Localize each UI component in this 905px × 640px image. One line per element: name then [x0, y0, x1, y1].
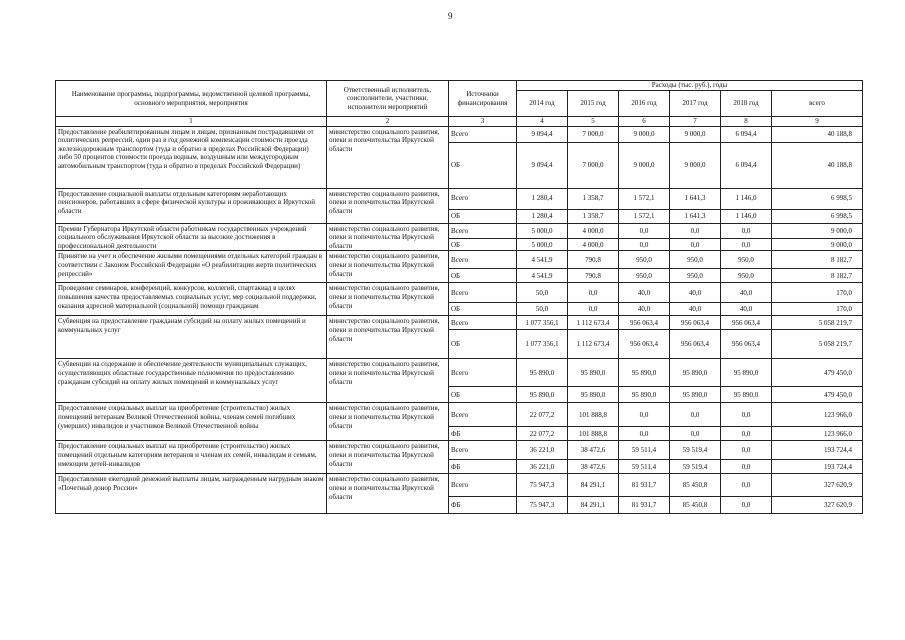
amount-cell: 9 000,0 [619, 126, 670, 142]
amount-cell: 95 890,0 [568, 359, 619, 387]
responsible-cell: министерство социального развития, опеки и попечительства Иркутской области [327, 188, 449, 223]
column-index: 8 [721, 117, 772, 127]
amount-cell: 0,0 [568, 283, 619, 303]
amount-cell: 0,0 [619, 427, 670, 441]
amount-cell: 40,0 [670, 283, 721, 303]
amount-cell: 7 000,0 [568, 142, 619, 188]
amount-cell: 0,0 [670, 239, 721, 251]
column-index: 6 [619, 117, 670, 127]
total-cell: 327 620,9 [772, 497, 863, 514]
total-cell: 479 450,0 [772, 359, 863, 387]
amount-cell: 40,0 [670, 303, 721, 316]
funding-source-cell: Всего [449, 251, 517, 269]
amount-cell: 0,0 [670, 403, 721, 427]
amount-cell: 1 358,7 [568, 188, 619, 209]
amount-cell: 0,0 [568, 303, 619, 316]
amount-cell: 84 291,1 [568, 497, 619, 514]
program-name-cell: Предоставление социальных выплат на приобретение (строительство) жилых помещений отдельным категориям ветеранов и членам их семей, инвалидам и семьям, имеющим детей-инвалидов [56, 441, 327, 474]
funding-source-cell: ФБ [449, 497, 517, 514]
amount-cell: 9 000,0 [619, 142, 670, 188]
amount-cell: 0,0 [619, 403, 670, 427]
amount-cell: 59 519,4 [670, 460, 721, 474]
table-row [56, 441, 863, 460]
amount-cell: 1 146,0 [721, 188, 772, 209]
amount-cell: 1 572,1 [619, 188, 670, 209]
total-cell: 327 620,9 [772, 474, 863, 497]
amount-cell: 36 221,0 [517, 460, 568, 474]
amount-cell: 4 541,9 [517, 251, 568, 269]
funding-source-cell: ОБ [449, 209, 517, 223]
amount-cell: 95 890,0 [517, 359, 568, 387]
amount-cell: 1 280,4 [517, 188, 568, 209]
column-index-row [56, 117, 863, 127]
amount-cell: 5 000,0 [517, 223, 568, 239]
total-cell: 123 966,0 [772, 403, 863, 427]
program-name-cell: Предоставление социальных выплат на приобретение (строительство) жилых помещений ветеранам Великой Отечественной войны, членам семей погибших (умерших) инвалидов и участников Великой Отечественной войны [56, 403, 327, 441]
table-row [56, 359, 863, 387]
funding-source-cell: ОБ [449, 142, 517, 188]
total-cell: 9 000,0 [772, 223, 863, 239]
amount-cell: 36 221,0 [517, 441, 568, 460]
header-year: 2015 год [568, 91, 619, 117]
column-index: 9 [772, 117, 863, 127]
responsible-cell: министерство социального развития, опеки и попечительства Иркутской области [327, 316, 449, 359]
amount-cell: 7 000,0 [568, 126, 619, 142]
amount-cell: 956 063,4 [721, 316, 772, 330]
amount-cell: 40,0 [721, 303, 772, 316]
responsible-cell: министерство социального развития, опеки и попечительства Иркутской области [327, 251, 449, 283]
expenditure-table [55, 80, 863, 514]
responsible-cell: министерство социального развития, опеки и попечительства Иркутской области [327, 441, 449, 474]
amount-cell: 81 931,7 [619, 497, 670, 514]
amount-cell: 0,0 [721, 223, 772, 239]
total-cell: 40 188,8 [772, 142, 863, 188]
amount-cell: 956 063,4 [670, 330, 721, 359]
program-name-cell: Субвенция на предоставление гражданам субсидий на оплату жилых помещений и коммунальных услуг [56, 316, 327, 359]
amount-cell: 6 094,4 [721, 142, 772, 188]
amount-cell: 75 947,3 [517, 497, 568, 514]
program-name-cell: Проведение семинаров, конференций, конкурсов, коллегий, спартакиад в целях повышения качества предоставляемых социальных услуг, мер социальной поддержки, оказания адресной материальной (социальной) помощи гражданам [56, 283, 327, 316]
funding-source-cell: Всего [449, 316, 517, 330]
amount-cell: 95 890,0 [721, 359, 772, 387]
funding-source-cell: Всего [449, 188, 517, 209]
total-cell: 193 724,4 [772, 441, 863, 460]
amount-cell: 0,0 [721, 427, 772, 441]
funding-source-cell: ОБ [449, 269, 517, 283]
total-cell: 5 058 219,7 [772, 330, 863, 359]
column-index: 1 [56, 117, 327, 127]
table-row [56, 316, 863, 330]
funding-source-cell: ФБ [449, 427, 517, 441]
header-program-name: Наименование программы, подпрограммы, ведомственной целевой программы, основного мероприятия, мероприятия [56, 81, 327, 117]
amount-cell: 1 077 356,1 [517, 330, 568, 359]
funding-source-cell: ОБ [449, 330, 517, 359]
total-cell: 8 182,7 [772, 251, 863, 269]
funding-source-cell: ОБ [449, 387, 517, 403]
funding-source-cell: Всего [449, 359, 517, 387]
amount-cell: 0,0 [721, 460, 772, 474]
amount-cell: 85 450,8 [670, 497, 721, 514]
amount-cell: 81 931,7 [619, 474, 670, 497]
amount-cell: 956 063,4 [619, 330, 670, 359]
amount-cell: 0,0 [721, 403, 772, 427]
funding-source-cell: ОБ [449, 239, 517, 251]
funding-source-cell: ФБ [449, 460, 517, 474]
total-cell: 6 998,5 [772, 188, 863, 209]
responsible-cell: министерство социального развития, опеки и попечительства Иркутской области [327, 126, 449, 188]
total-cell: 170,0 [772, 303, 863, 316]
responsible-cell: министерство социального развития, опеки и попечительства Иркутской области [327, 283, 449, 316]
amount-cell: 95 890,0 [568, 387, 619, 403]
header-expenses: Расходы (тыс. руб.), годы [517, 81, 863, 91]
program-name-cell: Премии Губернатора Иркутской области работникам государственных учреждений социального обслуживания Иркутской области за высокие достижения в профессиональной деятельности [56, 223, 327, 251]
amount-cell: 59 519,4 [670, 441, 721, 460]
amount-cell: 950,0 [721, 269, 772, 283]
funding-source-cell: Всего [449, 441, 517, 460]
header-year: 2014 год [517, 91, 568, 117]
total-cell: 8 182,7 [772, 269, 863, 283]
header-responsible: Ответственный исполнитель, соисполнители, участники, исполнители мероприятий [327, 81, 449, 117]
amount-cell: 950,0 [619, 251, 670, 269]
amount-cell: 950,0 [721, 251, 772, 269]
table-row [56, 474, 863, 497]
table-row [56, 283, 863, 303]
amount-cell: 9 000,0 [670, 126, 721, 142]
total-cell: 193 724,4 [772, 460, 863, 474]
page-number: 9 [448, 11, 453, 21]
column-index: 3 [449, 117, 517, 127]
total-cell: 170,0 [772, 283, 863, 303]
amount-cell: 0,0 [721, 497, 772, 514]
funding-source-cell: Всего [449, 126, 517, 142]
responsible-cell: министерство социального развития, опеки и попечительства Иркутской области [327, 474, 449, 514]
amount-cell: 1 112 673,4 [568, 330, 619, 359]
amount-cell: 40,0 [619, 283, 670, 303]
column-index: 5 [568, 117, 619, 127]
program-name-cell: Субвенции на содержание и обеспечение деятельности муниципальных служащих, осуществляющих областные государственные полномочия по предоставлению гражданам субсидий на оплату жилых помещений и коммунальных услуг [56, 359, 327, 403]
amount-cell: 4 541,9 [517, 269, 568, 283]
amount-cell: 956 063,4 [619, 316, 670, 330]
amount-cell: 956 063,4 [721, 330, 772, 359]
program-name-cell: Предоставление социальной выплаты отдельным категориям неработающих пенсионеров, работавших в сфере физической культуры и проживающих в Иркутской области [56, 188, 327, 223]
amount-cell: 95 890,0 [721, 387, 772, 403]
amount-cell: 0,0 [670, 427, 721, 441]
amount-cell: 40,0 [619, 303, 670, 316]
amount-cell: 4 000,0 [568, 223, 619, 239]
amount-cell: 59 511,4 [619, 460, 670, 474]
amount-cell: 38 472,6 [568, 441, 619, 460]
amount-cell: 95 890,0 [619, 359, 670, 387]
total-cell: 479 450,0 [772, 387, 863, 403]
column-index: 2 [327, 117, 449, 127]
table-row [56, 126, 863, 142]
total-cell: 40 188,8 [772, 126, 863, 142]
total-cell: 5 058 219,7 [772, 316, 863, 330]
table-row [56, 403, 863, 427]
amount-cell: 59 511,4 [619, 441, 670, 460]
funding-source-cell: Всего [449, 283, 517, 303]
amount-cell: 0,0 [619, 239, 670, 251]
amount-cell: 1 112 673,4 [568, 316, 619, 330]
amount-cell: 0,0 [721, 441, 772, 460]
amount-cell: 95 890,0 [670, 387, 721, 403]
amount-cell: 950,0 [670, 269, 721, 283]
amount-cell: 50,0 [517, 283, 568, 303]
amount-cell: 22 077,2 [517, 403, 568, 427]
program-name-cell: Предоставление ежегодной денежной выплаты лицам, награжденным нагрудным знаком «Почетный донор России» [56, 474, 327, 514]
funding-source-cell: Всего [449, 474, 517, 497]
amount-cell: 85 450,8 [670, 474, 721, 497]
amount-cell: 1 280,4 [517, 209, 568, 223]
amount-cell: 950,0 [670, 251, 721, 269]
amount-cell: 5 000,0 [517, 239, 568, 251]
funding-source-cell: ОБ [449, 303, 517, 316]
amount-cell: 790,8 [568, 251, 619, 269]
amount-cell: 95 890,0 [619, 387, 670, 403]
table-row [56, 251, 863, 269]
amount-cell: 9 094,4 [517, 126, 568, 142]
amount-cell: 22 077,2 [517, 427, 568, 441]
amount-cell: 75 947,3 [517, 474, 568, 497]
amount-cell: 50,0 [517, 303, 568, 316]
table-body [56, 126, 863, 514]
column-index: 4 [517, 117, 568, 127]
table-row [56, 223, 863, 239]
responsible-cell: министерство социального развития, опеки и попечительства Иркутской области [327, 403, 449, 441]
responsible-cell: министерство социального развития, опеки и попечительства Иркутской области [327, 223, 449, 251]
amount-cell: 84 291,1 [568, 474, 619, 497]
table-row [56, 188, 863, 209]
amount-cell: 0,0 [619, 223, 670, 239]
amount-cell: 1 146,0 [721, 209, 772, 223]
funding-source-cell: Всего [449, 223, 517, 239]
amount-cell: 1 077 356,1 [517, 316, 568, 330]
amount-cell: 6 094,4 [721, 126, 772, 142]
amount-cell: 101 888,8 [568, 427, 619, 441]
amount-cell: 956 063,4 [670, 316, 721, 330]
amount-cell: 1 572,1 [619, 209, 670, 223]
amount-cell: 790,8 [568, 269, 619, 283]
amount-cell: 38 472,6 [568, 460, 619, 474]
amount-cell: 101 888,8 [568, 403, 619, 427]
header-year: 2017 год [670, 91, 721, 117]
funding-source-cell: Всего [449, 403, 517, 427]
header-total: всего [772, 91, 863, 117]
amount-cell: 95 890,0 [670, 359, 721, 387]
amount-cell: 9 000,0 [670, 142, 721, 188]
amount-cell: 1 641,3 [670, 188, 721, 209]
amount-cell: 40,0 [721, 283, 772, 303]
amount-cell: 0,0 [721, 239, 772, 251]
total-cell: 123 966,0 [772, 427, 863, 441]
amount-cell: 95 890,0 [517, 387, 568, 403]
amount-cell: 950,0 [619, 269, 670, 283]
program-name-cell: Принятие на учет и обеспечение жилыми помещениями отдельных категорий граждан в соответствии с Законом Российской Федерации «О реабилитации жертв политических репрессий» [56, 251, 327, 283]
responsible-cell: министерство социального развития, опеки и попечительства Иркутской области [327, 359, 449, 403]
program-name-cell: Предоставление реабилитированным лицам и лицам, признанным пострадавшими от политических репрессий, один раз в год денежной компенсации стоимости проезда железнодорожным транспортом (туда и обратно в пределах Российской Федерации) либо 50 процентов стоимости проезда водным, воздушным или междугородным автомобильным транспортом (туда и обратно в пределах Российской Федерации) [56, 126, 327, 188]
amount-cell: 1 358,7 [568, 209, 619, 223]
amount-cell: 9 094,4 [517, 142, 568, 188]
amount-cell: 0,0 [670, 223, 721, 239]
total-cell: 6 998,5 [772, 209, 863, 223]
header-year: 2016 год [619, 91, 670, 117]
amount-cell: 4 000,0 [568, 239, 619, 251]
total-cell: 9 000,0 [772, 239, 863, 251]
amount-cell: 0,0 [721, 474, 772, 497]
column-index: 7 [670, 117, 721, 127]
amount-cell: 1 641,3 [670, 209, 721, 223]
header-year: 2018 год [721, 91, 772, 117]
header-funding-source: Источники финансирования [449, 81, 517, 117]
